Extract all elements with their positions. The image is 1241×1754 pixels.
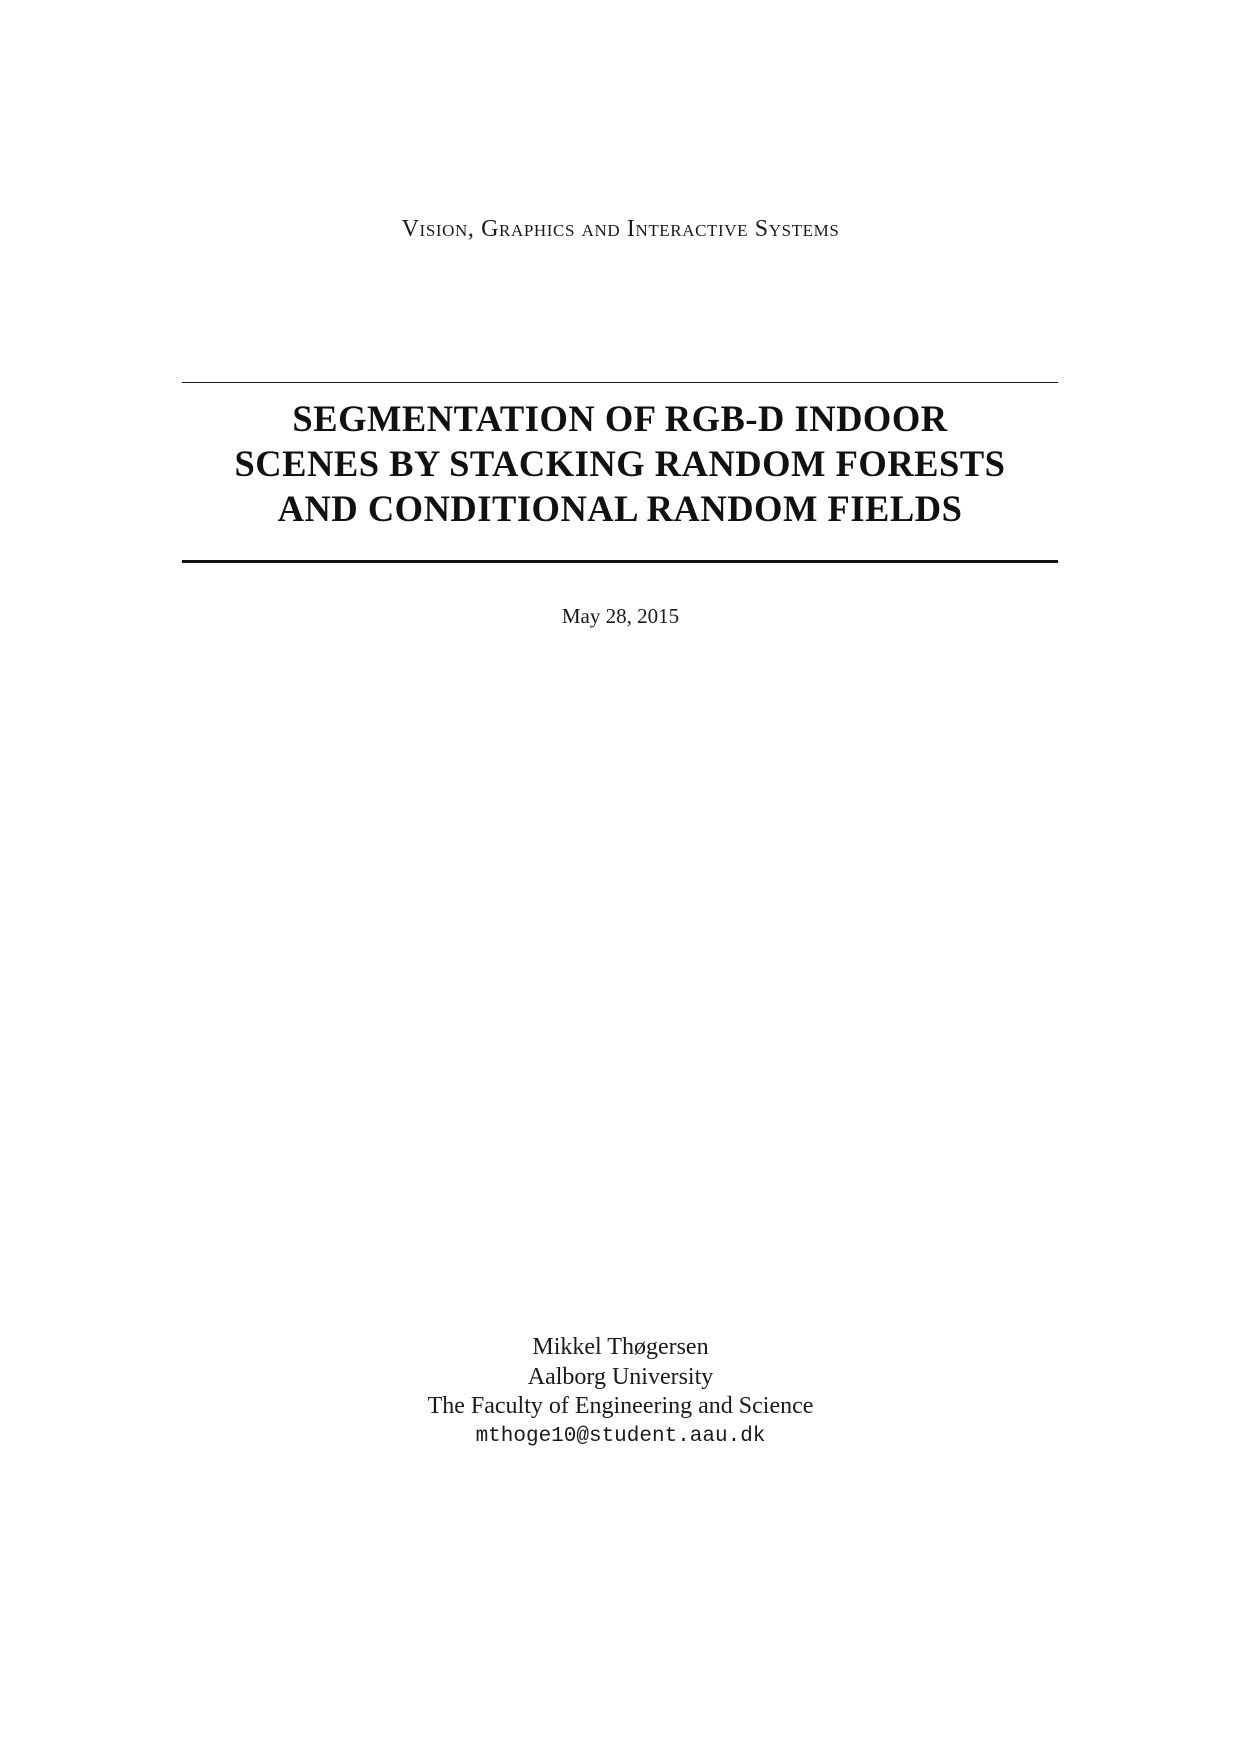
- document-title: [182, 396, 1058, 531]
- publication-date: May 28, 2015: [561, 604, 680, 628]
- author-faculty: The Faculty of Engineering and Science: [427, 1393, 814, 1419]
- title-top-rule: [182, 382, 1058, 383]
- title-line-3: AND CONDITIONAL RANDOM FIELDS: [277, 488, 963, 529]
- author-block: [0, 1333, 1241, 1451]
- author-name: Mikkel Thøgersen: [532, 1334, 709, 1360]
- title-line-1: SEGMENTATION OF RGB-D INDOOR: [292, 398, 948, 439]
- research-group-label: Vision, Graphics and Interactive Systems: [401, 216, 840, 242]
- author-university: Aalborg University: [527, 1363, 714, 1390]
- author-email: mthoge10@student.aau.dk: [475, 1424, 766, 1448]
- title-bottom-rule: [182, 560, 1058, 563]
- title-line-2: SCENES BY STACKING RANDOM FORESTS: [234, 443, 1006, 484]
